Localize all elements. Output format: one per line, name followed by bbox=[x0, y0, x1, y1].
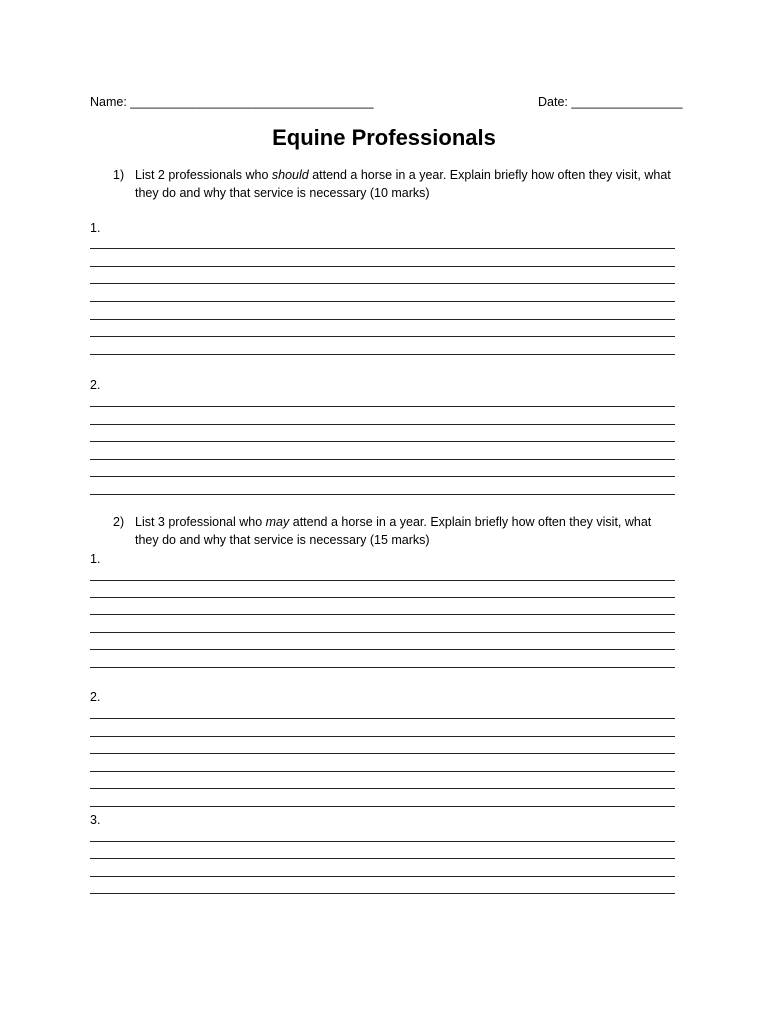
answer-line[interactable] bbox=[90, 494, 675, 495]
answer-line[interactable] bbox=[90, 893, 675, 894]
answer-1-2-label: 2. bbox=[90, 378, 101, 392]
answer-line[interactable] bbox=[90, 459, 675, 460]
name-field[interactable]: Name: ___________________________________ bbox=[90, 95, 374, 109]
answer-line[interactable] bbox=[90, 876, 675, 877]
answer-line[interactable] bbox=[90, 319, 675, 320]
answer-2-3-label: 3. bbox=[90, 813, 101, 827]
answer-line[interactable] bbox=[90, 858, 675, 859]
answer-line[interactable] bbox=[90, 336, 675, 337]
answer-line[interactable] bbox=[90, 788, 675, 789]
answer-line[interactable] bbox=[90, 806, 675, 807]
answer-line[interactable] bbox=[90, 736, 675, 737]
question-2-number: 2) bbox=[113, 515, 125, 529]
answer-line[interactable] bbox=[90, 580, 675, 581]
answer-line[interactable] bbox=[90, 406, 675, 407]
answer-2-2-label: 2. bbox=[90, 690, 101, 704]
answer-line[interactable] bbox=[90, 354, 675, 355]
answer-2-1-label: 1. bbox=[90, 552, 101, 566]
answer-line[interactable] bbox=[90, 441, 675, 442]
answer-line[interactable] bbox=[90, 718, 675, 719]
answer-line[interactable] bbox=[90, 667, 675, 668]
answer-line[interactable] bbox=[90, 841, 675, 842]
answer-line[interactable] bbox=[90, 301, 675, 302]
answer-line[interactable] bbox=[90, 283, 675, 284]
answer-line[interactable] bbox=[90, 771, 675, 772]
date-field[interactable]: Date: ________________ bbox=[538, 95, 683, 109]
question-1-text: List 2 professionals who should attend a horse in a year. Explain briefly how often they visit, what they do and why that service is necessary (10 marks) bbox=[135, 168, 671, 200]
answer-line[interactable] bbox=[90, 424, 675, 425]
answer-1-1-label: 1. bbox=[90, 221, 101, 235]
answer-line[interactable] bbox=[90, 597, 675, 598]
answer-line[interactable] bbox=[90, 614, 675, 615]
answer-line[interactable] bbox=[90, 649, 675, 650]
answer-line[interactable] bbox=[90, 632, 675, 633]
question-1-number: 1) bbox=[113, 168, 125, 182]
page-title: Equine Professionals bbox=[272, 125, 496, 150]
answer-line[interactable] bbox=[90, 248, 675, 249]
answer-line[interactable] bbox=[90, 266, 675, 267]
question-2-text: List 3 professional who may attend a horse in a year. Explain briefly how often they visit, what they do and why that service is necessary (15 marks) bbox=[135, 515, 652, 547]
answer-line[interactable] bbox=[90, 753, 675, 754]
answer-line[interactable] bbox=[90, 476, 675, 477]
